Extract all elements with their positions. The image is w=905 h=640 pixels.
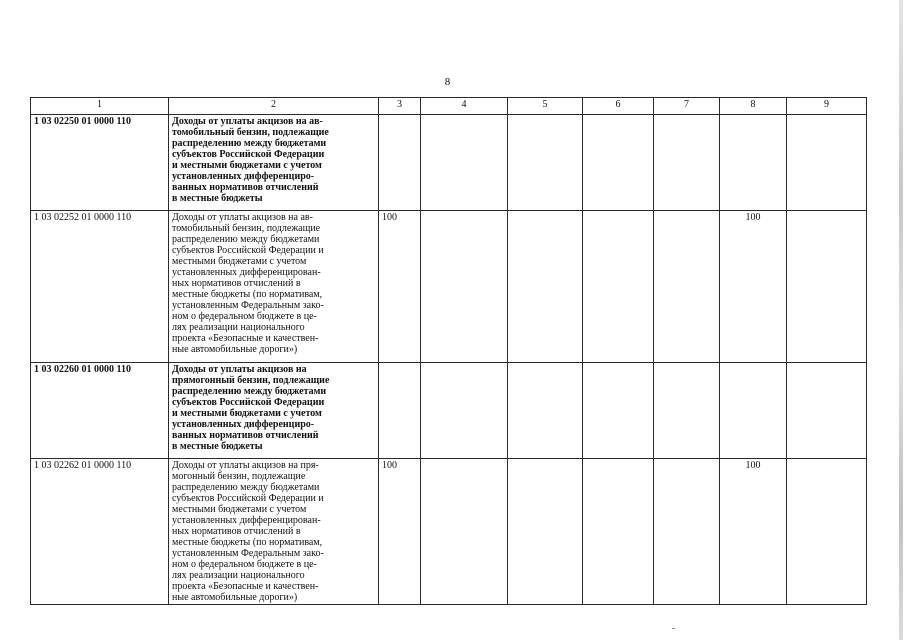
- column-header-7: 7: [654, 98, 720, 115]
- col5-cell: [508, 459, 583, 605]
- column-header-9: 9: [787, 98, 867, 115]
- col9-cell: [787, 363, 867, 459]
- col6-cell: [583, 459, 654, 605]
- table-row: [31, 211, 867, 363]
- page-number: 8: [444, 76, 451, 88]
- income-name-cell: [169, 211, 379, 363]
- table-header-row: [31, 98, 867, 115]
- column-header-5: 5: [508, 98, 583, 115]
- col8-value-cell: [720, 115, 787, 211]
- table-row: [31, 363, 867, 459]
- col4-cell: [421, 459, 508, 605]
- column-header-2: 2: [169, 98, 379, 115]
- col7-cell: [654, 211, 720, 363]
- column-header-8: 8: [720, 98, 787, 115]
- income-name-cell: [169, 115, 379, 211]
- col4-cell: [421, 115, 508, 211]
- col5-cell: [508, 363, 583, 459]
- col5-cell: [508, 115, 583, 211]
- budget-code-cell: 1 03 02260 01 0000 110: [31, 363, 169, 459]
- table-row: [31, 115, 867, 211]
- col4-cell: [421, 363, 508, 459]
- column-header-4: 4: [421, 98, 508, 115]
- col6-cell: [583, 363, 654, 459]
- income-name-text: Доходы от уплаты акцизов на ав- томобильный бензин, подлежащие распределению между бюджетами субъектов Российской Федерации и местными бюджетами с учетом установленных дифференцирован- ных нормативов отчислений в местные бюджеты (по нормативам, установленным Федеральным зако- ном о федеральном бюджете в це- лях реализации национального проекта «Безопасные и качествен- ные автомобильные дороги»): [172, 212, 324, 355]
- col7-cell: [654, 363, 720, 459]
- budget-table: [30, 97, 867, 605]
- income-name-text: Доходы от уплаты акцизов на прямогонный бензин, подлежащие распределению между бюджетами субъектов Российской Федерации и местными бюджетами с учетом установленных дифференциро- ванных нормативов отчислений в местные бюджеты: [172, 364, 330, 452]
- col3-value-cell: [379, 115, 421, 211]
- income-name-cell: [169, 363, 379, 459]
- col8-value-cell: [720, 363, 787, 459]
- col4-cell: [421, 211, 508, 363]
- col5-cell: [508, 211, 583, 363]
- col8-value-cell: 100: [720, 211, 787, 363]
- col8-value-cell: 100: [720, 459, 787, 605]
- budget-code-cell: 1 03 02262 01 0000 110: [31, 459, 169, 605]
- col9-cell: [787, 115, 867, 211]
- col3-value-cell: 100: [379, 459, 421, 605]
- income-name-text: Доходы от уплаты акцизов на пря- могонный бензин, подлежащие распределению между бюджетами субъектов Российской Федерации и местными бюджетами с учетом установленных дифференцирован- ных нормативов отчислений в местные бюджеты (по нормативам, установленным Федеральным зако- ном о федеральном бюджете в це- лях реализации национального проекта «Безопасные и качествен- ные автомобильные дороги»): [172, 460, 324, 603]
- col3-value-cell: [379, 363, 421, 459]
- col9-cell: [787, 459, 867, 605]
- budget-code-cell: 1 03 02250 01 0000 110: [31, 115, 169, 211]
- col7-cell: [654, 459, 720, 605]
- col3-value-cell: 100: [379, 211, 421, 363]
- column-header-3: 3: [379, 98, 421, 115]
- col6-cell: [583, 211, 654, 363]
- column-header-1: 1: [31, 98, 169, 115]
- col7-cell: [654, 115, 720, 211]
- scan-speck: [672, 628, 675, 629]
- income-name-cell: [169, 459, 379, 605]
- budget-code-cell: 1 03 02252 01 0000 110: [31, 211, 169, 363]
- col6-cell: [583, 115, 654, 211]
- table-row: [31, 459, 867, 605]
- income-name-text: Доходы от уплаты акцизов на ав- томобильный бензин, подлежащие распределению между бюджетами субъектов Российской Федерации и местными бюджетами с учетом установленных дифференциро- ванных нормативов отчислений в местные бюджеты: [172, 116, 329, 204]
- column-header-6: 6: [583, 98, 654, 115]
- scan-edge-shadow: [899, 0, 903, 640]
- col9-cell: [787, 211, 867, 363]
